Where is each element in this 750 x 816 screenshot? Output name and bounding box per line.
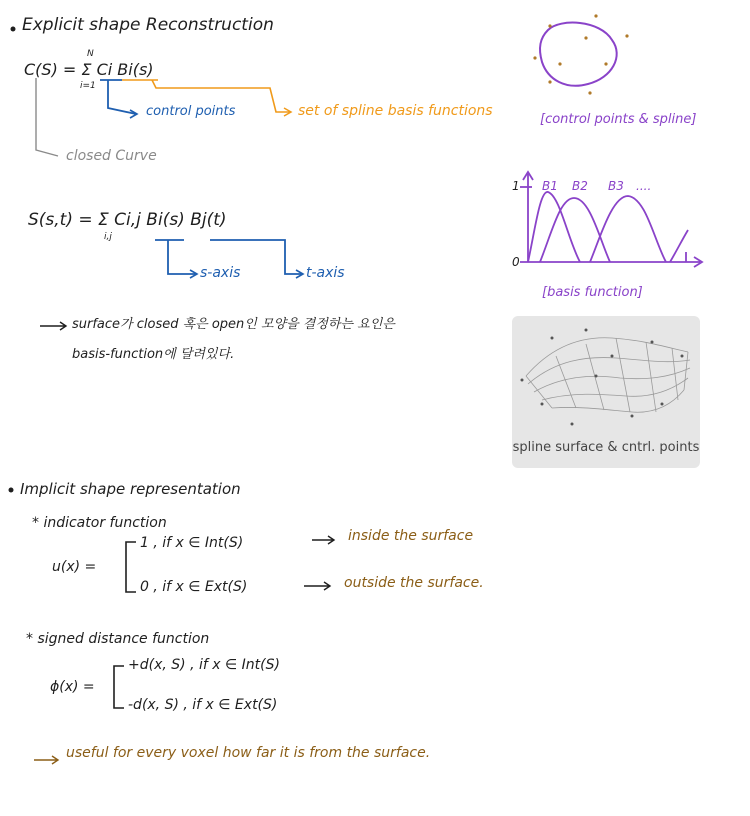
t-axis-label: t-axis bbox=[306, 265, 345, 281]
surface-sum-lower: i,j bbox=[104, 232, 112, 242]
sdf-case-2: -d(x, S) , if x ∈ Ext(S) bbox=[128, 697, 278, 713]
closed-curve-label: closed Curve bbox=[66, 148, 157, 164]
useful-note: useful for every voxel how far it is from the surface. bbox=[66, 745, 431, 761]
indicator-case-1: 1 , if x ∈ Int(S) bbox=[140, 535, 244, 551]
spline-curve bbox=[540, 23, 617, 86]
bullet-dot bbox=[11, 27, 16, 32]
surface-equation: S(s,t) = Σ Ci,j Bi(s) Bj(t) bbox=[28, 210, 227, 230]
control-points-arrow bbox=[100, 80, 136, 114]
closed-curve-arrow bbox=[36, 78, 58, 156]
spline-caption: [control points & spline] bbox=[540, 112, 697, 127]
basis-label-b2: B2 bbox=[572, 179, 588, 193]
sum-upper: N bbox=[87, 49, 94, 59]
explicit-heading: Explicit shape Reconstruction bbox=[22, 15, 274, 35]
sdf-case-1: +d(x, S) , if x ∈ Int(S) bbox=[128, 657, 280, 673]
sum-lower: i=1 bbox=[80, 81, 96, 91]
note-arrow bbox=[40, 322, 66, 330]
basis-label-b3: B3 bbox=[608, 179, 624, 193]
inside-label: inside the surface bbox=[348, 528, 474, 544]
basis-caption: [basis function] bbox=[542, 285, 643, 300]
spline-surface-photo bbox=[512, 316, 700, 468]
indicator-title: * indicator function bbox=[32, 515, 167, 531]
s-axis-label: s-axis bbox=[200, 265, 241, 281]
implicit-heading: Implicit shape representation bbox=[20, 480, 241, 498]
indicator-lhs: u(x) = bbox=[52, 559, 97, 575]
sdf-lhs: ϕ(x) = bbox=[50, 679, 95, 695]
outside-label: outside the surface. bbox=[344, 575, 484, 591]
spline-basis-label: set of spline basis functions bbox=[298, 103, 493, 119]
surface-note-1: surface가 closed 혹은 open인 모양을 결정하는 요인은 bbox=[72, 317, 395, 332]
control-point-markers bbox=[533, 14, 628, 94]
basis-label-dots: .... bbox=[636, 179, 652, 193]
sdf-title: * signed distance function bbox=[26, 631, 210, 647]
control-points-label: control points bbox=[146, 104, 236, 119]
surface-mesh bbox=[512, 316, 700, 436]
sdf-brace bbox=[114, 666, 124, 708]
indicator-case-2: 0 , if x ∈ Ext(S) bbox=[140, 579, 248, 595]
basis-label-b1: B1 bbox=[542, 179, 558, 193]
curve-equation: C(S) = Σ Ci Bi(s) bbox=[24, 60, 154, 79]
basis-y-tick: 1 bbox=[512, 179, 520, 193]
basis-origin: 0 bbox=[512, 255, 520, 269]
photo-caption: spline surface & cntrl. points bbox=[512, 440, 700, 455]
s-axis-arrow bbox=[155, 240, 196, 274]
indicator-brace bbox=[126, 542, 136, 592]
surface-note-2: basis-function에 달려있다. bbox=[72, 347, 235, 362]
